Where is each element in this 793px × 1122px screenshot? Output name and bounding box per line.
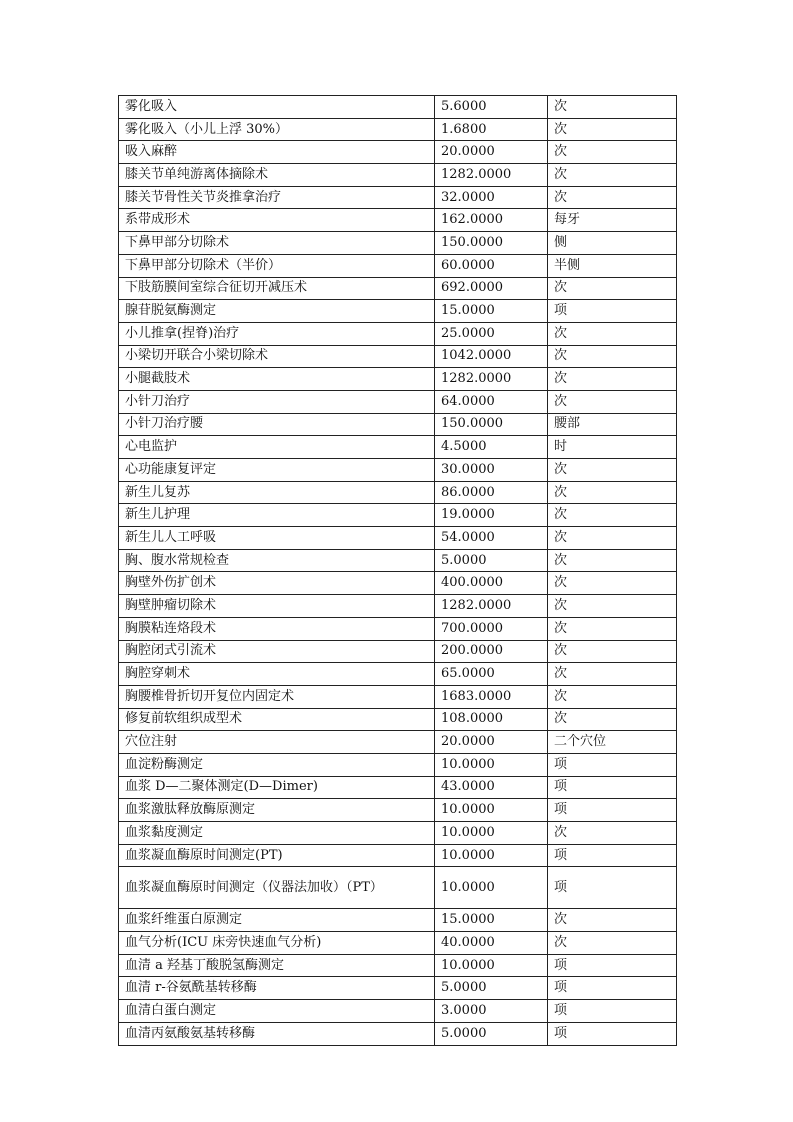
- price-cell: 10.0000: [435, 867, 548, 909]
- item-name-cell: 胸、腹水常规检查: [119, 549, 435, 572]
- item-name-cell: 胸膜粘连烙段术: [119, 617, 435, 640]
- price-cell: 1042.0000: [435, 345, 548, 368]
- price-cell: 10.0000: [435, 822, 548, 845]
- item-name-cell: 血清白蛋白测定: [119, 1000, 435, 1023]
- unit-cell: 项: [548, 300, 677, 323]
- item-name-cell: 膝关节单纯游离体摘除术: [119, 164, 435, 187]
- price-cell: 5.6000: [435, 96, 548, 119]
- price-cell: 43.0000: [435, 776, 548, 799]
- table-row: [119, 1000, 677, 1023]
- unit-cell: 次: [548, 663, 677, 686]
- table-row: [119, 909, 677, 932]
- unit-cell: 次: [548, 617, 677, 640]
- unit-cell: 次: [548, 640, 677, 663]
- unit-cell: 次: [548, 322, 677, 345]
- table-row: [119, 164, 677, 187]
- item-name-cell: 胸腔闭式引流术: [119, 640, 435, 663]
- table-row: [119, 954, 677, 977]
- price-cell: 5.0000: [435, 549, 548, 572]
- price-cell: 1.6800: [435, 118, 548, 141]
- price-cell: 1282.0000: [435, 164, 548, 187]
- item-name-cell: 心电监护: [119, 436, 435, 459]
- unit-cell: 次: [548, 118, 677, 141]
- unit-cell: 次: [548, 368, 677, 391]
- table-row: [119, 186, 677, 209]
- price-cell: 3.0000: [435, 1000, 548, 1023]
- item-name-cell: 下鼻甲部分切除术: [119, 232, 435, 255]
- item-name-cell: 雾化吸入（小儿上浮 30%）: [119, 118, 435, 141]
- table-row: [119, 300, 677, 323]
- item-name-cell: 雾化吸入: [119, 96, 435, 119]
- price-cell: 10.0000: [435, 954, 548, 977]
- price-cell: 65.0000: [435, 663, 548, 686]
- fee-table-body: [119, 96, 677, 1046]
- unit-cell: 次: [548, 277, 677, 300]
- price-cell: 15.0000: [435, 909, 548, 932]
- unit-cell: 次: [548, 96, 677, 119]
- table-row: [119, 572, 677, 595]
- unit-cell: 次: [548, 822, 677, 845]
- table-row: [119, 753, 677, 776]
- unit-cell: 次: [548, 141, 677, 164]
- unit-cell: 次: [548, 345, 677, 368]
- price-cell: 700.0000: [435, 617, 548, 640]
- unit-cell: 次: [548, 708, 677, 731]
- table-row: [119, 549, 677, 572]
- item-name-cell: 血浆凝血酶原时间测定(PT): [119, 844, 435, 867]
- table-row: [119, 436, 677, 459]
- table-row: [119, 345, 677, 368]
- price-cell: 60.0000: [435, 254, 548, 277]
- price-cell: 5.0000: [435, 977, 548, 1000]
- unit-cell: 项: [548, 844, 677, 867]
- table-row: [119, 390, 677, 413]
- unit-cell: 项: [548, 1022, 677, 1045]
- unit-cell: 次: [548, 572, 677, 595]
- item-name-cell: 血浆 D—二聚体测定(D—Dimer): [119, 776, 435, 799]
- price-cell: 1282.0000: [435, 595, 548, 618]
- unit-cell: 二个穴位: [548, 731, 677, 754]
- unit-cell: 侧: [548, 232, 677, 255]
- table-row: [119, 277, 677, 300]
- unit-cell: 次: [548, 164, 677, 187]
- fee-table: [118, 95, 677, 1046]
- unit-cell: 次: [548, 932, 677, 955]
- price-cell: 108.0000: [435, 708, 548, 731]
- unit-cell: 次: [548, 527, 677, 550]
- table-row: [119, 822, 677, 845]
- price-cell: 40.0000: [435, 932, 548, 955]
- price-cell: 400.0000: [435, 572, 548, 595]
- unit-cell: 次: [548, 459, 677, 482]
- unit-cell: 次: [548, 549, 677, 572]
- item-name-cell: 小针刀治疗腰: [119, 413, 435, 436]
- price-cell: 200.0000: [435, 640, 548, 663]
- unit-cell: 项: [548, 753, 677, 776]
- table-row: [119, 459, 677, 482]
- table-row: [119, 322, 677, 345]
- price-cell: 5.0000: [435, 1022, 548, 1045]
- price-cell: 1282.0000: [435, 368, 548, 391]
- table-row: [119, 844, 677, 867]
- item-name-cell: 小腿截肢术: [119, 368, 435, 391]
- item-name-cell: 血浆凝血酶原时间测定（仪器法加收）（PT）: [119, 867, 435, 909]
- table-row: [119, 254, 677, 277]
- price-cell: 20.0000: [435, 731, 548, 754]
- table-row: [119, 663, 677, 686]
- table-row: [119, 731, 677, 754]
- item-name-cell: 吸入麻醉: [119, 141, 435, 164]
- table-row: [119, 685, 677, 708]
- table-row: [119, 527, 677, 550]
- item-name-cell: 新生儿护理: [119, 504, 435, 527]
- unit-cell: 次: [548, 909, 677, 932]
- unit-cell: 项: [548, 867, 677, 909]
- price-cell: 4.5000: [435, 436, 548, 459]
- table-row: [119, 799, 677, 822]
- unit-cell: 项: [548, 799, 677, 822]
- price-cell: 1683.0000: [435, 685, 548, 708]
- price-cell: 10.0000: [435, 844, 548, 867]
- item-name-cell: 血浆纤维蛋白原测定: [119, 909, 435, 932]
- unit-cell: 次: [548, 186, 677, 209]
- unit-cell: 次: [548, 481, 677, 504]
- price-cell: 86.0000: [435, 481, 548, 504]
- table-row: [119, 1022, 677, 1045]
- item-name-cell: 膝关节骨性关节炎推拿治疗: [119, 186, 435, 209]
- item-name-cell: 小针刀治疗: [119, 390, 435, 413]
- item-name-cell: 血气分析(ICU 床旁快速血气分析): [119, 932, 435, 955]
- table-row: [119, 776, 677, 799]
- table-row: [119, 118, 677, 141]
- table-row: [119, 141, 677, 164]
- price-cell: 25.0000: [435, 322, 548, 345]
- table-row: [119, 595, 677, 618]
- item-name-cell: 胸腔穿刺术: [119, 663, 435, 686]
- item-name-cell: 心功能康复评定: [119, 459, 435, 482]
- table-row: [119, 617, 677, 640]
- price-cell: 150.0000: [435, 413, 548, 436]
- item-name-cell: 腺苷脱氨酶测定: [119, 300, 435, 323]
- table-row: [119, 96, 677, 119]
- table-row: [119, 232, 677, 255]
- price-cell: 30.0000: [435, 459, 548, 482]
- table-row: [119, 640, 677, 663]
- unit-cell: 项: [548, 776, 677, 799]
- price-cell: 10.0000: [435, 799, 548, 822]
- table-row: [119, 481, 677, 504]
- item-name-cell: 血浆黏度测定: [119, 822, 435, 845]
- item-name-cell: 胸壁肿瘤切除术: [119, 595, 435, 618]
- item-name-cell: 新生儿复苏: [119, 481, 435, 504]
- item-name-cell: 血淀粉酶测定: [119, 753, 435, 776]
- price-cell: 162.0000: [435, 209, 548, 232]
- unit-cell: 每牙: [548, 209, 677, 232]
- item-name-cell: 新生儿人工呼吸: [119, 527, 435, 550]
- price-cell: 64.0000: [435, 390, 548, 413]
- price-cell: 54.0000: [435, 527, 548, 550]
- table-row: [119, 708, 677, 731]
- unit-cell: 次: [548, 595, 677, 618]
- item-name-cell: 血浆激肽释放酶原测定: [119, 799, 435, 822]
- price-cell: 10.0000: [435, 753, 548, 776]
- item-name-cell: 胸壁外伤扩创术: [119, 572, 435, 595]
- table-row: [119, 209, 677, 232]
- item-name-cell: 系带成形术: [119, 209, 435, 232]
- price-cell: 15.0000: [435, 300, 548, 323]
- price-cell: 19.0000: [435, 504, 548, 527]
- item-name-cell: 下肢筋膜间室综合征切开减压术: [119, 277, 435, 300]
- unit-cell: 腰部: [548, 413, 677, 436]
- price-cell: 32.0000: [435, 186, 548, 209]
- table-row: [119, 504, 677, 527]
- price-cell: 692.0000: [435, 277, 548, 300]
- price-cell: 20.0000: [435, 141, 548, 164]
- table-row: [119, 932, 677, 955]
- unit-cell: 半侧: [548, 254, 677, 277]
- unit-cell: 项: [548, 1000, 677, 1023]
- item-name-cell: 胸腰椎骨折切开复位内固定术: [119, 685, 435, 708]
- item-name-cell: 血清 r-谷氨酰基转移酶: [119, 977, 435, 1000]
- item-name-cell: 血清丙氨酸氨基转移酶: [119, 1022, 435, 1045]
- item-name-cell: 小梁切开联合小梁切除术: [119, 345, 435, 368]
- item-name-cell: 血清 a 羟基丁酸脱氢酶测定: [119, 954, 435, 977]
- unit-cell: 项: [548, 977, 677, 1000]
- table-row: [119, 867, 677, 909]
- table-row: [119, 977, 677, 1000]
- table-row: [119, 368, 677, 391]
- unit-cell: 次: [548, 504, 677, 527]
- unit-cell: 次: [548, 685, 677, 708]
- table-row: [119, 413, 677, 436]
- unit-cell: 次: [548, 390, 677, 413]
- item-name-cell: 下鼻甲部分切除术（半价）: [119, 254, 435, 277]
- price-cell: 150.0000: [435, 232, 548, 255]
- item-name-cell: 小儿推拿(捏脊)治疗: [119, 322, 435, 345]
- item-name-cell: 修复前软组织成型术: [119, 708, 435, 731]
- item-name-cell: 穴位注射: [119, 731, 435, 754]
- unit-cell: 项: [548, 954, 677, 977]
- unit-cell: 时: [548, 436, 677, 459]
